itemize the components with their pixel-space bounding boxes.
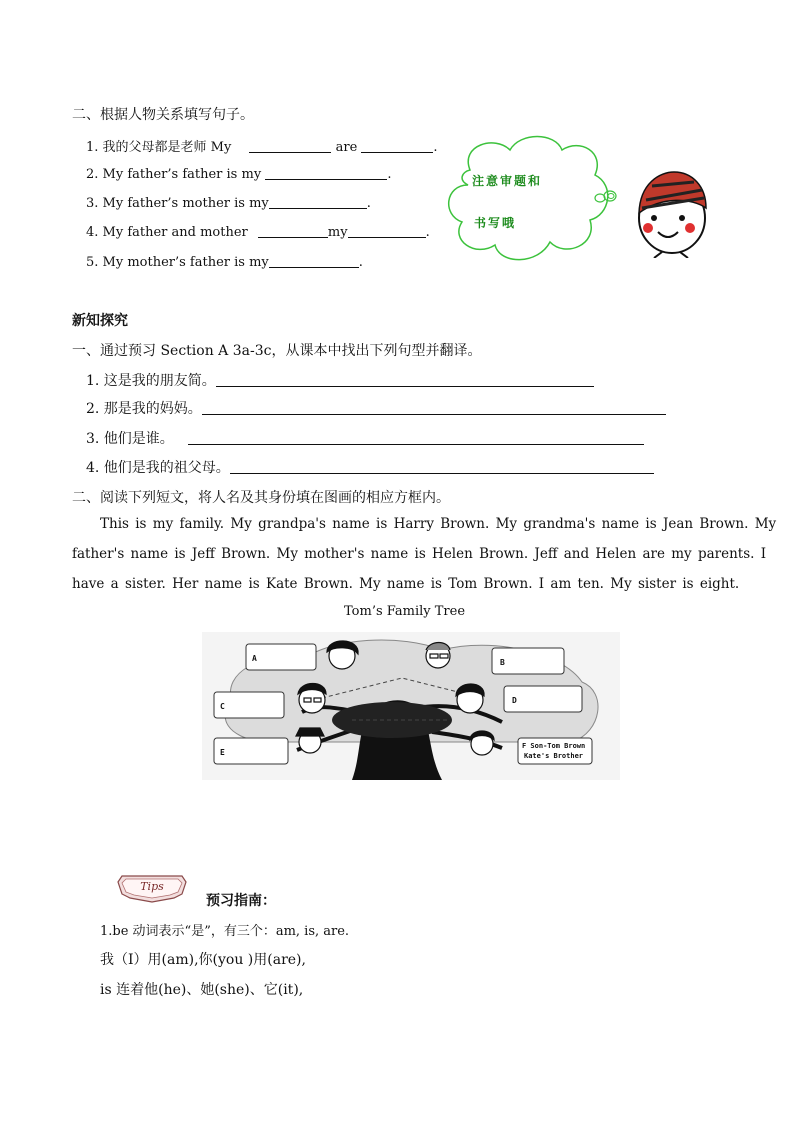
part2-title: 二、阅读下列短文，将人名及其身份填在图画的相应方框内。 bbox=[72, 490, 450, 506]
answer-blank[interactable] bbox=[361, 138, 433, 153]
answer-line[interactable] bbox=[188, 430, 644, 445]
cloud-text-line2: 书写哦 bbox=[474, 216, 517, 230]
answer-line[interactable] bbox=[216, 372, 594, 387]
section-heading: 新知探究 bbox=[72, 313, 128, 329]
fill-item-suffix: . bbox=[387, 167, 392, 182]
fill-item-3 bbox=[86, 194, 371, 211]
fill-item-prefix: 5. My mother’s father is my bbox=[86, 255, 269, 270]
answer-blank[interactable] bbox=[258, 223, 328, 238]
translate-item-1 bbox=[86, 370, 594, 390]
translate-item-3 bbox=[86, 428, 644, 448]
guide-title: 预习指南： bbox=[206, 893, 276, 909]
tips-badge-icon bbox=[116, 870, 188, 904]
answer-line[interactable] bbox=[202, 400, 666, 415]
tree-box-d: D bbox=[512, 696, 517, 705]
fill-item-2 bbox=[86, 165, 391, 182]
guide-line-3: is 连着他(he)、她(she)、它(it), bbox=[100, 982, 304, 998]
fill-item-prefix: 1. 我的父母都是老师 My bbox=[86, 140, 232, 155]
fill-item-mid: my bbox=[327, 225, 348, 240]
part1-title: 一、通过预习 Section A 3a-3c，从课本中找出下列句型并翻译。 bbox=[72, 343, 482, 359]
translate-item-4 bbox=[86, 457, 654, 477]
answer-line[interactable] bbox=[230, 459, 654, 474]
family-tree-picture bbox=[202, 632, 620, 780]
answer-blank[interactable] bbox=[249, 138, 331, 153]
translate-prompt: 1. 这是我的朋友简。 bbox=[86, 373, 216, 389]
passage-line-3: have a sister. Her name is Kate Brown. My name is Tom Brown. I am ten. My sister is eight. bbox=[72, 576, 740, 592]
passage-line-2: father's name is Jeff Brown. My mother's name is Helen Brown. Jeff and Helen are my parents. I bbox=[72, 546, 767, 562]
section-title: 二、根据人物关系填写句子。 bbox=[72, 107, 254, 123]
cloud-text-line1: 注意审题和 bbox=[472, 174, 543, 188]
guide-line-2: 我（I）用(am),你(you )用(are), bbox=[100, 952, 306, 968]
translate-item-2 bbox=[86, 398, 666, 418]
fill-item-suffix: . bbox=[433, 140, 438, 155]
fill-item-prefix: 3. My father’s mother is my bbox=[86, 196, 269, 211]
guide-line-1: 1.be 动词表示“是”，有三个：am, is, are. bbox=[100, 924, 350, 939]
passage-line-1: This is my family. My grandpa's name is Harry Brown. My grandma's name is Jean Brown. My bbox=[100, 516, 777, 532]
tips-badge-text: Tips bbox=[140, 880, 164, 893]
fill-item-prefix: 2. My father’s father is my bbox=[86, 167, 262, 182]
answer-blank[interactable] bbox=[269, 253, 359, 268]
tree-box-f-line2: Kate's Brother bbox=[524, 752, 584, 760]
answer-blank[interactable] bbox=[265, 165, 387, 180]
tree-title: Tom’s Family Tree bbox=[344, 604, 466, 619]
fill-item-suffix: . bbox=[366, 196, 371, 211]
fill-item-1 bbox=[86, 136, 438, 155]
answer-blank[interactable] bbox=[348, 223, 426, 238]
tree-box-f-line1: F Son-Tom Brown bbox=[522, 742, 586, 750]
tree-box-b: B bbox=[500, 658, 505, 667]
fill-item-5 bbox=[86, 253, 363, 270]
translate-prompt: 4. 他们是我的祖父母。 bbox=[86, 460, 230, 476]
tree-box-a: A bbox=[252, 654, 257, 663]
translate-prompt: 3. 他们是谁。 bbox=[86, 431, 174, 447]
cartoon-face-icon bbox=[632, 168, 712, 258]
fill-item-suffix: . bbox=[358, 255, 363, 270]
fill-item-suffix: . bbox=[425, 225, 430, 240]
translate-prompt: 2. 那是我的妈妈。 bbox=[86, 401, 202, 417]
thought-cloud bbox=[440, 130, 630, 270]
fill-item-prefix: 4. My father and mother bbox=[86, 225, 248, 240]
fill-item-4 bbox=[86, 223, 430, 240]
tree-box-e: E bbox=[220, 748, 225, 757]
fill-item-mid: are bbox=[335, 140, 358, 155]
tree-box-c: C bbox=[220, 702, 225, 711]
answer-blank[interactable] bbox=[269, 194, 367, 209]
